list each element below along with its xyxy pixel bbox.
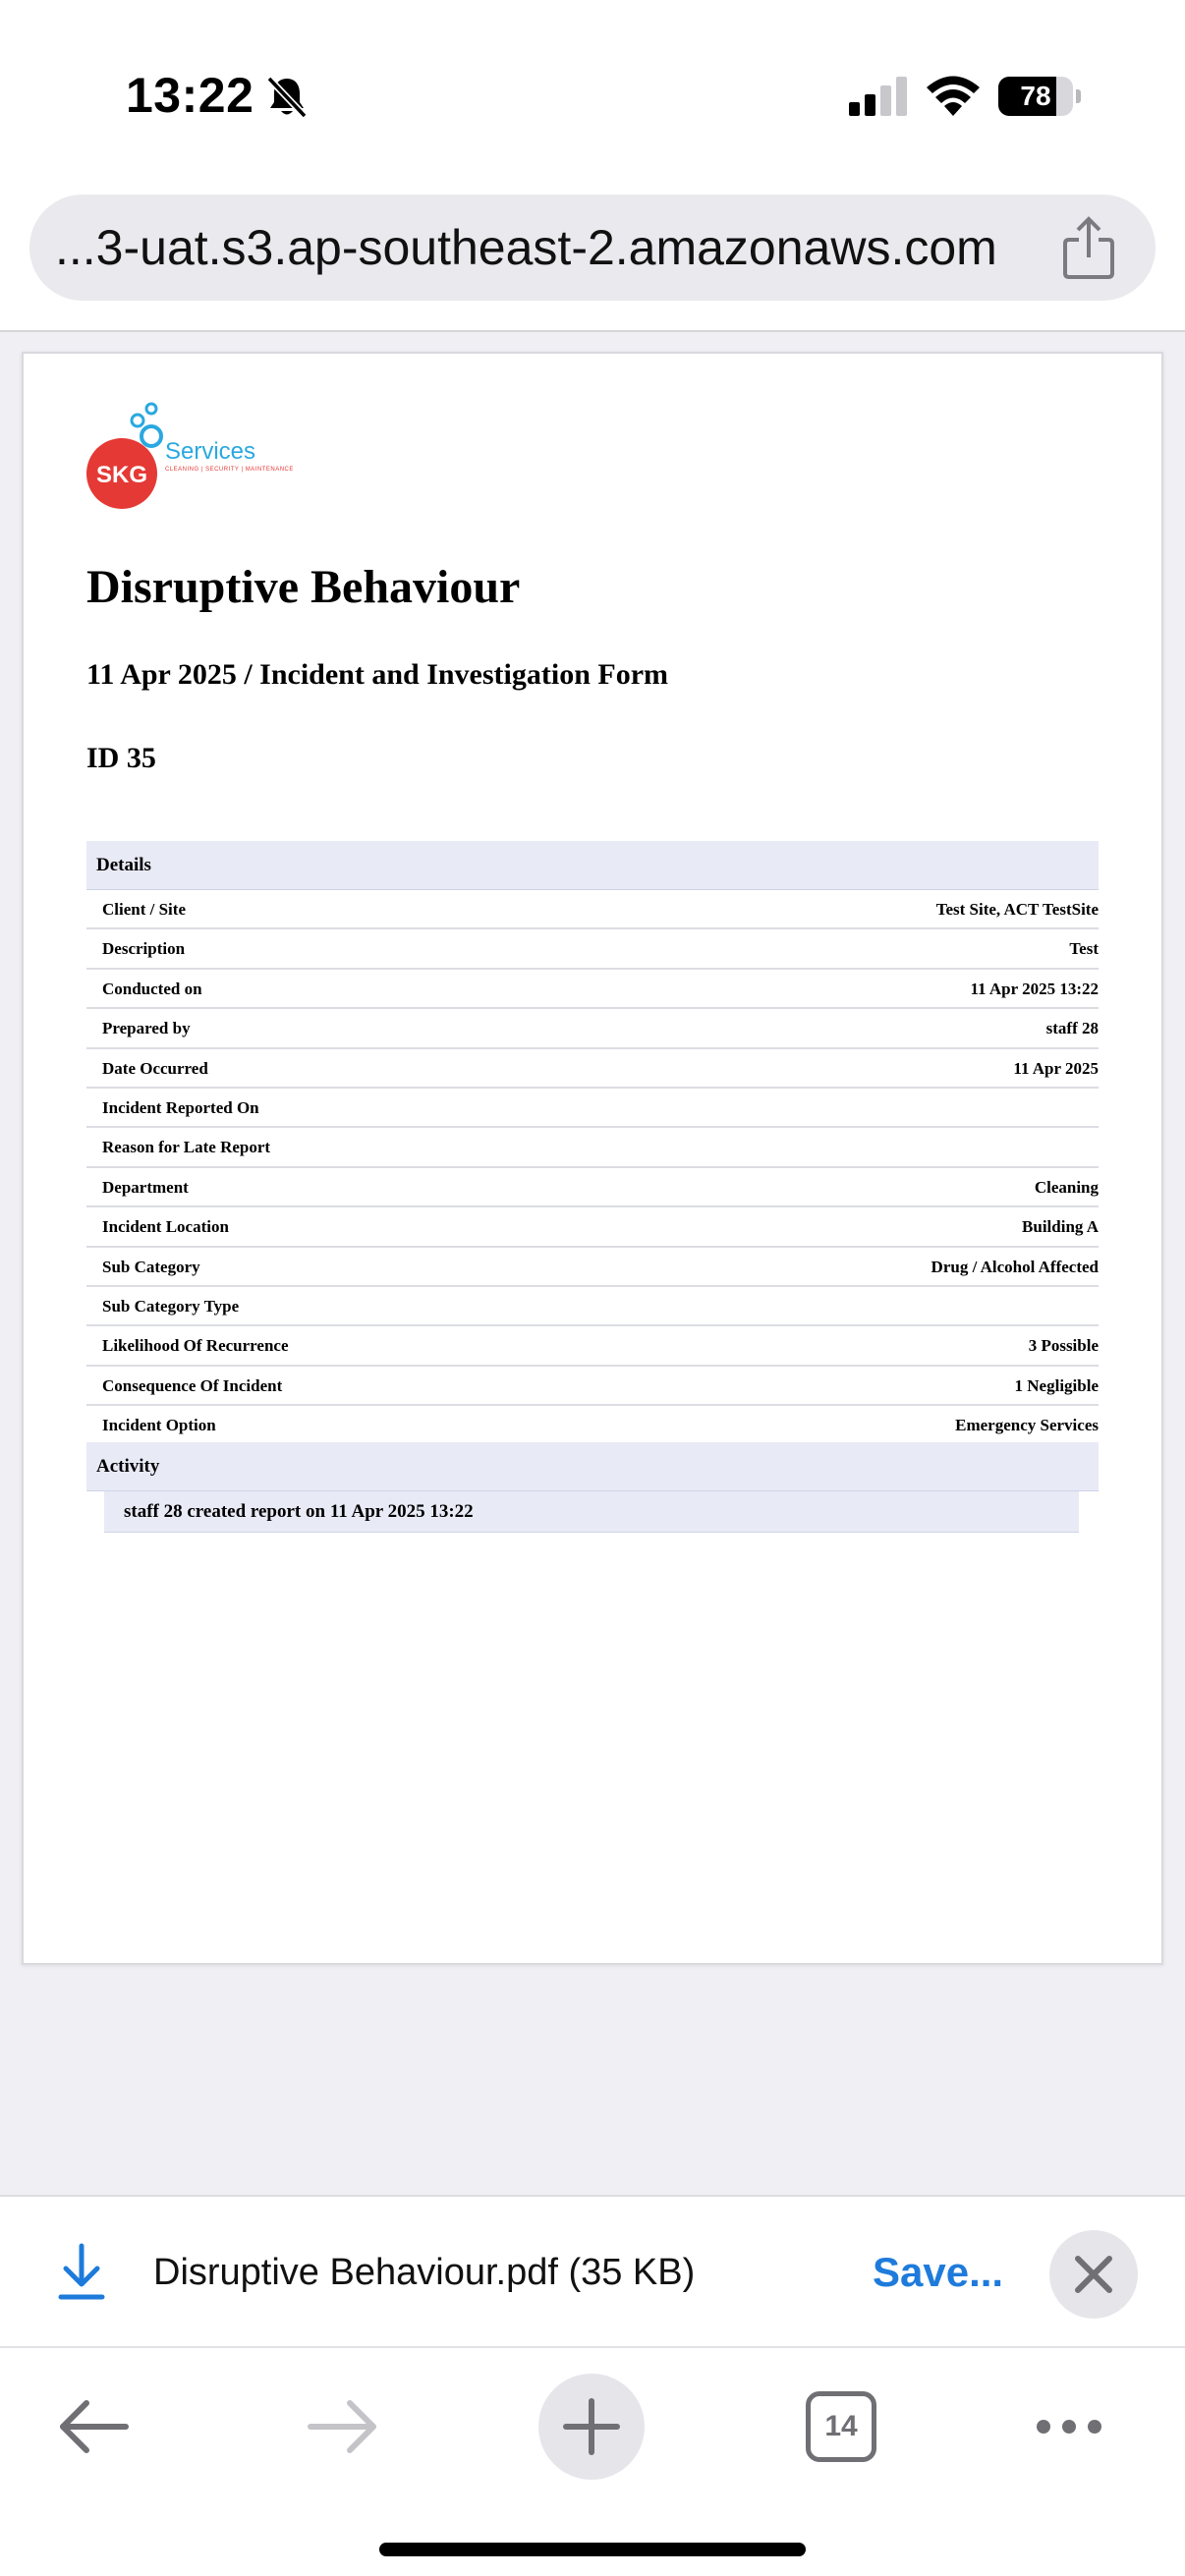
download-filename: Disruptive Behaviour.pdf (35 KB) [153,2252,696,2293]
details-row [86,1168,1099,1207]
logo-text: Services [165,438,256,465]
plus-icon [538,2374,645,2480]
details-row [86,1326,1099,1366]
row-label: Reason for Late Report [102,1138,271,1157]
details-row [86,970,1099,1009]
url-text[interactable]: ...3-uat.s3.ap-southeast-2.amazonaws.com [55,220,997,275]
row-label: Conducted on [102,979,202,998]
details-row [86,1089,1099,1128]
status-time: 13:22 [126,68,254,123]
row-value: Building A [1022,1217,1099,1237]
document-id: ID 35 [86,742,156,774]
row-label: Date Occurred [102,1058,208,1078]
row-value: 1 Negligible [1014,1375,1099,1395]
logo-tagline: CLEANING | SECURITY | MAINTENANCE [165,467,294,473]
row-label: Sub Category Type [102,1296,240,1316]
bell-slash-icon [265,75,309,120]
row-value: Drug / Alcohol Affected [931,1257,1099,1276]
row-value: 11 Apr 2025 13:22 [970,979,1099,998]
share-icon[interactable] [1061,216,1116,279]
home-indicator [379,2543,806,2556]
details-row [86,1287,1099,1326]
company-logo [83,391,318,529]
row-label: Likelihood Of Recurrence [102,1336,289,1356]
details-row [86,1009,1099,1048]
details-row [86,1049,1099,1089]
details-row [86,1128,1099,1167]
save-button[interactable]: Save... [873,2249,1004,2295]
download-icon [57,2242,106,2301]
row-label: Client / Site [102,900,186,919]
row-value: Test Site, ACT TestSite [935,900,1099,919]
row-label: Sub Category [102,1257,200,1276]
wifi-icon [926,75,981,116]
row-label: Consequence Of Incident [102,1375,283,1395]
activity-item: staff 28 created report on 11 Apr 2025 13:22 [104,1491,1079,1533]
new-tab-button[interactable] [538,2374,645,2480]
document-subtitle: 11 Apr 2025 / Incident and Investigation Form [86,658,669,691]
row-value: Test [1069,939,1099,959]
row-label: Incident Option [102,1416,216,1435]
details-row [86,1406,1099,1445]
row-value: 11 Apr 2025 [1013,1058,1099,1078]
document-title: Disruptive Behaviour [86,561,521,613]
battery-level: 78 [1020,81,1051,111]
details-table [86,890,1099,1445]
row-label: Incident Reported On [102,1097,259,1117]
back-arrow-icon[interactable] [57,2399,132,2454]
row-value: Cleaning [1034,1177,1099,1197]
more-icon[interactable] [1034,2409,1104,2444]
details-section-header: Details [86,841,1099,890]
activity-section-header: Activity [86,1442,1099,1491]
battery-icon [998,77,1081,116]
cellular-signal-icon [849,77,908,116]
details-row [86,890,1099,929]
forward-arrow-icon[interactable] [305,2399,379,2454]
row-label: Incident Location [102,1217,229,1237]
close-icon [1049,2230,1138,2319]
details-row [86,1248,1099,1287]
row-label: Department [102,1177,189,1197]
address-bar[interactable] [29,195,1156,301]
close-download-button[interactable] [1049,2230,1138,2319]
logo-mark: SKG [95,462,148,488]
browser-toolbar [0,2346,1185,2576]
row-label: Description [102,939,186,959]
row-value: 3 Possible [1028,1336,1099,1356]
details-row [86,1207,1099,1247]
details-row [86,1367,1099,1406]
row-label: Prepared by [102,1019,191,1038]
row-value: staff 28 [1045,1019,1099,1038]
status-bar [0,0,1185,187]
pdf-page [22,352,1163,1965]
download-bar [0,2195,1185,2346]
details-row [86,929,1099,969]
tabs-button[interactable]: 14 [806,2391,876,2462]
row-value: Emergency Services [955,1416,1099,1435]
pdf-viewer[interactable] [0,330,1185,2197]
